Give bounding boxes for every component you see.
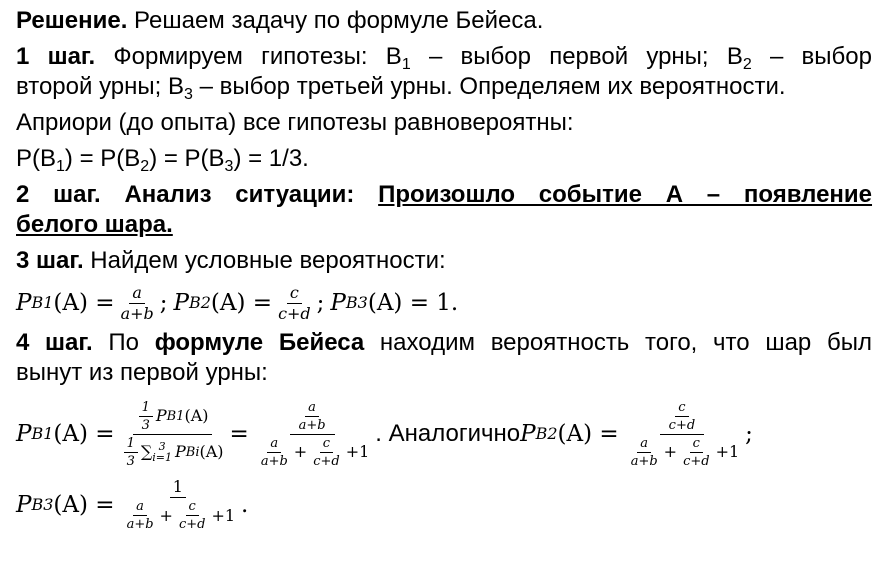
bayes-formula: P B1 (A) = $\frac{1}{3}$ P B1 (A) $\frac{1}{3}$ ∑ 3 i=1 P Bi (A) = $\frac{a}{a+b}$ $\frac{a}{a+b}$ + $\frac{c}{c+d}$ +1 . Аналогично P B2 (A) = $\frac{c}{c+d}$ $\frac{a}{a+b}$ + $\frac{c}{c+d}$ +1 ; bbox=[16, 399, 753, 469]
fraction-c-over-cpd: $\frac{c}{c+d}$ bbox=[278, 282, 311, 323]
bayes-formula-b3: P B3 (A) = 1 $\frac{a}{a+b}$ + $\frac{c}{c+d}$ +1 . bbox=[16, 477, 249, 532]
event-text-cont: белого шара. bbox=[16, 211, 173, 238]
solution-label: Решение. bbox=[16, 7, 128, 34]
step4-line2: вынут из первой урны: bbox=[16, 359, 268, 386]
step3-label: 3 шаг. bbox=[16, 247, 84, 274]
step2-label: 2 шаг. Анализ ситуации: bbox=[16, 181, 355, 208]
conditional-formula: P B1 (A) = $\frac{a}{a+b}$ ; P B2 (A) = $\frac{c}{c+d}$ ; P B3 (A) = 1. bbox=[16, 282, 459, 323]
step2-line2 bbox=[16, 210, 872, 240]
step4-line1: 4 шаг. По формуле Бейеса находим вероятность того, что шар был bbox=[16, 329, 872, 356]
step1-line2: второй урны; $B_3$ – выбор третьей урны. Определяем их вероятности. bbox=[16, 73, 786, 103]
bayes-expanded-fraction-1: $\frac{a}{a+b}$ $\frac{a}{a+b}$ + $\frac{c}{c+d}$ +1 bbox=[260, 399, 370, 469]
bayes-expanded-fraction-2: $\frac{c}{c+d}$ $\frac{a}{a+b}$ + $\frac{c}{c+d}$ +1 bbox=[630, 399, 740, 469]
event-text: Произошло событие А – появление bbox=[378, 181, 873, 208]
step4-label: 4 шаг. bbox=[16, 329, 93, 356]
apriori-line: Априори (до опыта) все гипотезы равновероятны: bbox=[16, 109, 574, 136]
step1-label: 1 шаг. bbox=[16, 43, 96, 70]
document bbox=[16, 6, 872, 534]
prior-probabilities: $P(B_1) = P(B_2) = P(B_3) = 1/3$. bbox=[16, 145, 309, 175]
solution-line bbox=[16, 6, 872, 36]
fraction-a-over-apb: $\frac{a}{a+b}$ bbox=[120, 282, 154, 323]
step2-line1 bbox=[16, 180, 872, 210]
bayes-main-fraction: $\frac{1}{3}$ P B1 (A) $\frac{1}{3}$ ∑ 3 i=1 P Bi (A) bbox=[118, 400, 227, 469]
bayes-expanded-fraction-3: 1 $\frac{a}{a+b}$ + $\frac{c}{c+d}$ +1 bbox=[126, 477, 236, 532]
step3-line: 3 шаг. Найдем условные вероятности: bbox=[16, 247, 446, 274]
step1-line1: 1 шаг. Формируем гипотезы: $B_1$ – выбор первой урны; $B_2$ – выбор bbox=[16, 43, 872, 73]
solution-text: Решаем задачу по формуле Бейеса. bbox=[127, 7, 544, 34]
